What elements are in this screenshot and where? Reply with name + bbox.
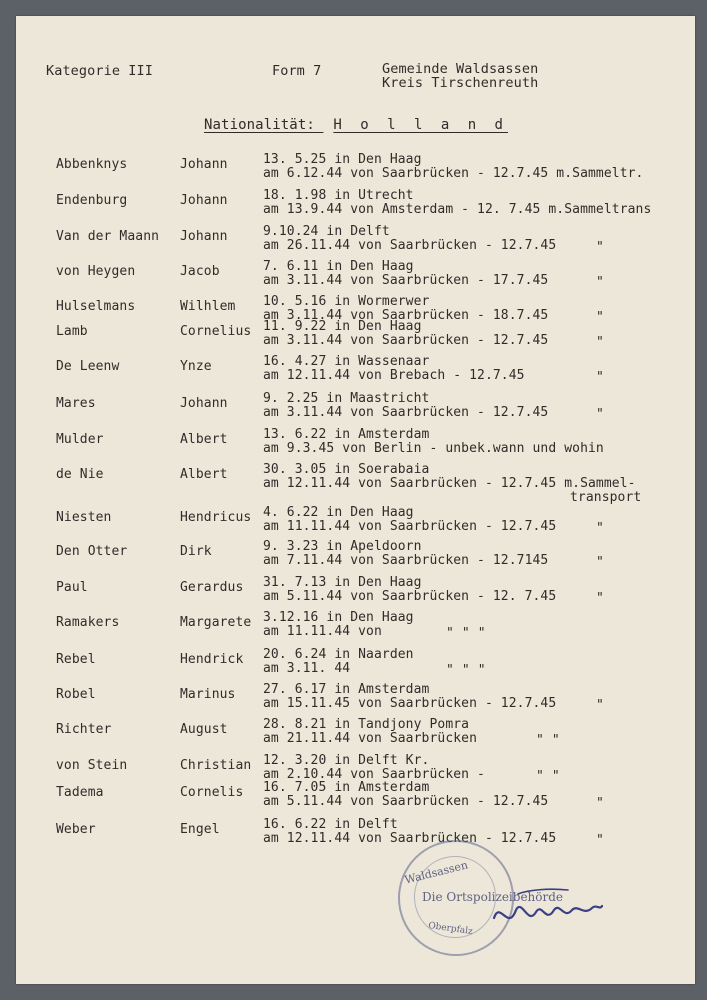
- entry-birth: 9.10.24 in Delft: [263, 224, 390, 239]
- municipality: Gemeinde Waldsassen: [382, 61, 539, 77]
- entry-firstname: Hendricus: [180, 510, 252, 525]
- entry-arrival: am 3.11.44 von Saarbrücken - 17.7.45: [263, 273, 549, 288]
- entry-ditto-mark: ": [596, 796, 604, 811]
- entry-arrival: am 5.11.44 von Saarbrücken - 12.7.45: [263, 794, 549, 809]
- entry-firstname: Albert: [180, 432, 228, 447]
- entry-surname: Hulselmans: [56, 299, 136, 314]
- entry-surname: Tadema: [56, 785, 104, 800]
- entry-surname: Rebel: [56, 652, 96, 667]
- entry-ditto-mark: ": [596, 275, 604, 290]
- entry-arrival: am 12.11.44 von Saarbrücken - 12.7.45: [263, 831, 557, 846]
- entry-ditto-mark: ": [596, 310, 604, 325]
- entry-birth: 7. 6.11 in Den Haag: [263, 259, 414, 274]
- entry-birth: 31. 7.13 in Den Haag: [263, 575, 422, 590]
- entry-surname: Van der Maann: [56, 229, 160, 244]
- entry-arrival: am 11.11.44 von Saarbrücken - 12.7.45: [263, 519, 557, 534]
- entry-firstname: Marinus: [180, 687, 236, 702]
- entry-arrival: am 6.12.44 von Saarbrücken - 12.7.45 m.Sammeltr.: [263, 166, 644, 181]
- entry-arrival: am 3.11.44 von Saarbrücken - 12.7.45: [263, 405, 549, 420]
- entry-firstname: Cornelius: [180, 324, 252, 339]
- entry-arrival: am 12.11.44 von Saarbrücken - 12.7.45 m.Sammel-: [263, 476, 636, 491]
- entry-ditto-mark: " " ": [446, 626, 486, 641]
- entry-firstname: Johann: [180, 157, 228, 172]
- entry-arrival: am 15.11.45 von Saarbrücken - 12.7.45: [263, 696, 557, 711]
- entry-birth: 18. 1.98 in Utrecht: [263, 188, 414, 203]
- nationality-value: H o l l a n d: [333, 117, 508, 133]
- entry-birth: 27. 6.17 in Amsterdam: [263, 682, 430, 697]
- entry-ditto-mark: ": [596, 555, 604, 570]
- entry-firstname: Christian: [180, 758, 252, 773]
- entry-firstname: Johann: [180, 229, 228, 244]
- entry-arrival: am 11.11.44 von: [263, 624, 382, 639]
- entry-birth: 11. 9.22 in Den Haag: [263, 319, 422, 334]
- entry-arrival: am 12.11.44 von Brebach - 12.7.45: [263, 368, 525, 383]
- entry-birth: 10. 5.16 in Wormerwer: [263, 294, 430, 309]
- entry-firstname: Gerardus: [180, 580, 244, 595]
- entry-birth: 4. 6.22 in Den Haag: [263, 505, 414, 520]
- entry-continuation: transport: [570, 490, 642, 505]
- entry-ditto-mark: " ": [536, 733, 560, 748]
- entry-birth: 16. 4.27 in Wassenaar: [263, 354, 430, 369]
- entry-firstname: August: [180, 722, 228, 737]
- entry-ditto-mark: ": [596, 521, 604, 536]
- entry-ditto-mark: ": [596, 698, 604, 713]
- entry-surname: Richter: [56, 722, 112, 737]
- entry-ditto-mark: ": [596, 335, 604, 350]
- entry-firstname: Cornelis: [180, 785, 244, 800]
- entry-firstname: Albert: [180, 467, 228, 482]
- nationality-label: Nationalität:: [204, 117, 315, 133]
- stamp-district: Oberpfalz: [427, 920, 474, 938]
- entry-surname: Weber: [56, 822, 96, 837]
- entry-birth: 20. 6.24 in Naarden: [263, 647, 414, 662]
- stamp-place: Waldsassen: [403, 858, 470, 887]
- stamp-authority: Die Ortspolizeibehörde: [422, 890, 564, 904]
- entry-arrival: am 9.3.45 von Berlin - unbek.wann und wohin: [263, 441, 604, 456]
- entry-firstname: Hendrick: [180, 652, 244, 667]
- entry-surname: Den Otter: [56, 544, 128, 559]
- nationality-title: [204, 118, 508, 132]
- entry-surname: De Leenw: [56, 359, 120, 374]
- entry-birth: 30. 3.05 in Soerabaia: [263, 462, 430, 477]
- entry-ditto-mark: ": [596, 407, 604, 422]
- entry-surname: Abbenknys: [56, 157, 128, 172]
- entry-birth: 13. 6.22 in Amsterdam: [263, 427, 430, 442]
- form-number: Form 7: [272, 63, 322, 79]
- entry-arrival: am 13.9.44 von Amsterdam - 12. 7.45 m.Sammeltrans: [263, 202, 652, 217]
- entry-firstname: Johann: [180, 193, 228, 208]
- entry-arrival: am 5.11.44 von Saarbrücken - 12. 7.45: [263, 589, 557, 604]
- entry-surname: von Heygen: [56, 264, 136, 279]
- entry-ditto-mark: ": [596, 591, 604, 606]
- entry-birth: 3.12.16 in Den Haag: [263, 610, 414, 625]
- entry-ditto-mark: " ": [536, 769, 560, 784]
- entry-arrival: am 7.11.44 von Saarbrücken - 12.7145: [263, 553, 549, 568]
- entry-surname: von Stein: [56, 758, 128, 773]
- entry-surname: de Nie: [56, 467, 104, 482]
- entry-birth: 28. 8.21 in Tandjony Pomra: [263, 717, 470, 732]
- entry-firstname: Johann: [180, 396, 228, 411]
- entry-surname: Lamb: [56, 324, 88, 339]
- entry-firstname: Dirk: [180, 544, 212, 559]
- entry-ditto-mark: " " ": [446, 663, 486, 678]
- entry-ditto-mark: ": [596, 240, 604, 255]
- entry-surname: Niesten: [56, 510, 112, 525]
- entry-firstname: Margarete: [180, 615, 252, 630]
- entry-birth: 9. 3.23 in Apeldoorn: [263, 539, 422, 554]
- entry-arrival: am 26.11.44 von Saarbrücken - 12.7.45: [263, 238, 557, 253]
- entry-firstname: Ynze: [180, 359, 212, 374]
- entry-firstname: Jacob: [180, 264, 220, 279]
- entry-surname: Mares: [56, 396, 96, 411]
- category-label: Kategorie III: [46, 63, 153, 79]
- entry-surname: Mulder: [56, 432, 104, 447]
- entry-firstname: Wilhlem: [180, 299, 236, 314]
- entry-ditto-mark: ": [596, 370, 604, 385]
- entry-birth: 12. 3.20 in Delft Kr.: [263, 753, 430, 768]
- entry-arrival: am 21.11.44 von Saarbrücken: [263, 731, 478, 746]
- entry-birth: 9. 2.25 in Maastricht: [263, 391, 430, 406]
- entry-birth: 16. 7.05 in Amsterdam: [263, 780, 430, 795]
- entry-surname: Ramakers: [56, 615, 120, 630]
- entry-firstname: Engel: [180, 822, 220, 837]
- entry-surname: Robel: [56, 687, 96, 702]
- entry-birth: 13. 5.25 in Den Haag: [263, 152, 422, 167]
- entry-ditto-mark: ": [596, 833, 604, 848]
- signature: [488, 880, 608, 940]
- entry-arrival: am 3.11. 44: [263, 661, 351, 676]
- entry-surname: Endenburg: [56, 193, 128, 208]
- entry-arrival: am 3.11.44 von Saarbrücken - 12.7.45: [263, 333, 549, 348]
- district: Kreis Tirschenreuth: [382, 75, 539, 91]
- entry-arrival: am 3.11.44 von Saarbrücken - 18.7.45: [263, 308, 549, 323]
- entry-birth: 16. 6.22 in Delft: [263, 817, 398, 832]
- entry-arrival: am 2.10.44 von Saarbrücken -: [263, 767, 485, 782]
- entry-surname: Paul: [56, 580, 88, 595]
